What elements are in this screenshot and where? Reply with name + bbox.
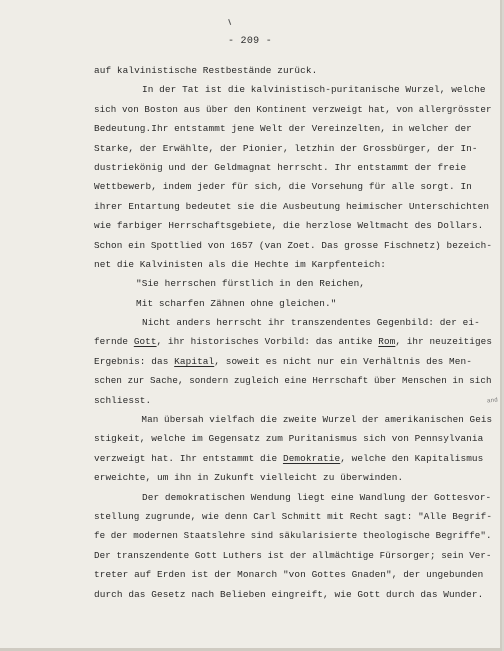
- typescript-body: [94, 61, 492, 604]
- text-line: dustriekönig und der Geldmagnat herrscht. Ihr entstammt der freie: [94, 161, 467, 173]
- margin-annotation: and: [486, 396, 499, 405]
- text-line: net die Kalvinisten als die Hechte im Karpfenteich:: [94, 258, 387, 270]
- text-line: [94, 352, 492, 371]
- underlined-term-demokratie: Demokratie: [282, 452, 341, 464]
- text-line: Schon ein Spottlied von 1657 (van Zoet. Das grosse Fischnetz) bezeich-: [94, 239, 493, 251]
- text-line: schen zur Sache, sondern zugleich eine Herrschaft über Menschen in sich: [94, 375, 492, 387]
- text-line: stellung zugrunde, wie denn Carl Schmitt mit Recht sagt: "Alle Begrif-: [94, 510, 493, 522]
- text-line: ihrer Entartung bedeutet sie die Ausbeutung heimischer Unterschichten: [94, 200, 490, 212]
- text-line: Der transzendente Gott Luthers ist der allmächtige Fürsorger; sein Ver-: [94, 549, 492, 561]
- text-line: Man übersah vielfach die zweite Wurzel der amerikanischen Geis: [141, 414, 493, 426]
- text-line: Nicht anders herrscht ihr transzendentes Gegenbild: der ei-: [142, 317, 480, 329]
- text-line: sich von Boston aus über den Kontinent verzweigt hat, von allergrösster: [94, 103, 492, 115]
- text-line: Wettbewerb, indem jeder für sich, die Vorsehung für alle sorgt. In: [94, 181, 472, 193]
- text-segment: , ihr historisches Vorbild: das antike: [156, 336, 379, 348]
- text-line: Der demokratischen Wendung liegt eine Wandlung der Gottesvor-: [142, 491, 492, 503]
- pencil-tick-mark: [228, 17, 237, 25]
- text-segment: fernde: [94, 336, 134, 348]
- text-line: erweichte, um ihn in Zukunft vielleicht zu überwinden.: [94, 472, 404, 484]
- text-segment: , soweit es nicht nur ein Verhältnis des Men-: [214, 355, 472, 367]
- text-line: [94, 449, 492, 468]
- text-line: treter auf Erden ist der Monarch "von Gottes Gnaden", der ungebunden: [94, 569, 484, 581]
- quote-line: "Sie herrschen fürstlich in den Reichen,: [136, 278, 366, 290]
- underlined-term-kapital: Kapital: [174, 355, 215, 367]
- text-line: Bedeutung.Ihr entstammt jene Welt der Vereinzelten, in welcher der: [94, 123, 472, 135]
- text-line: auf kalvinistische Restbestände zurück.: [94, 65, 318, 76]
- page-number: - 209 -: [227, 36, 273, 47]
- text-line: Starke, der Erwählte, der Pionier, letzhin der Grossbürger, der In-: [94, 142, 478, 154]
- underlined-term-gott: Gott: [133, 336, 157, 348]
- text-line: stigkeit, welche im Gegensatz zum Puritanismus sich von Pennsylvania: [94, 433, 484, 445]
- text-line: fe der modernen Staatslehre sind säkularisierte theologische Begriffe".: [94, 530, 492, 542]
- text-segment: Ergebnis: das: [94, 355, 175, 367]
- text-line: In der Tat ist die kalvinistisch-puritanische Wurzel, welche: [142, 84, 486, 96]
- text-line: schliesst.: [94, 394, 152, 406]
- text-line: [94, 332, 493, 351]
- text-line: wie farbiger Herrschaftsgebiete, die herzlose Weltmacht des Dollars.: [94, 220, 484, 232]
- quote-line: Mit scharfen Zähnen ohne gleichen.": [136, 297, 337, 309]
- underlined-term-rom: Rom: [378, 336, 396, 348]
- text-segment: , welche den Kapitalismus: [340, 452, 484, 464]
- text-line: durch das Gesetz nach Belieben eingreift, wie Gott durch das Wunder.: [94, 588, 484, 600]
- text-segment: , ihr neuzeitiges: [395, 336, 493, 348]
- text-segment: verzweigt hat. Ihr entstammt die: [94, 452, 283, 464]
